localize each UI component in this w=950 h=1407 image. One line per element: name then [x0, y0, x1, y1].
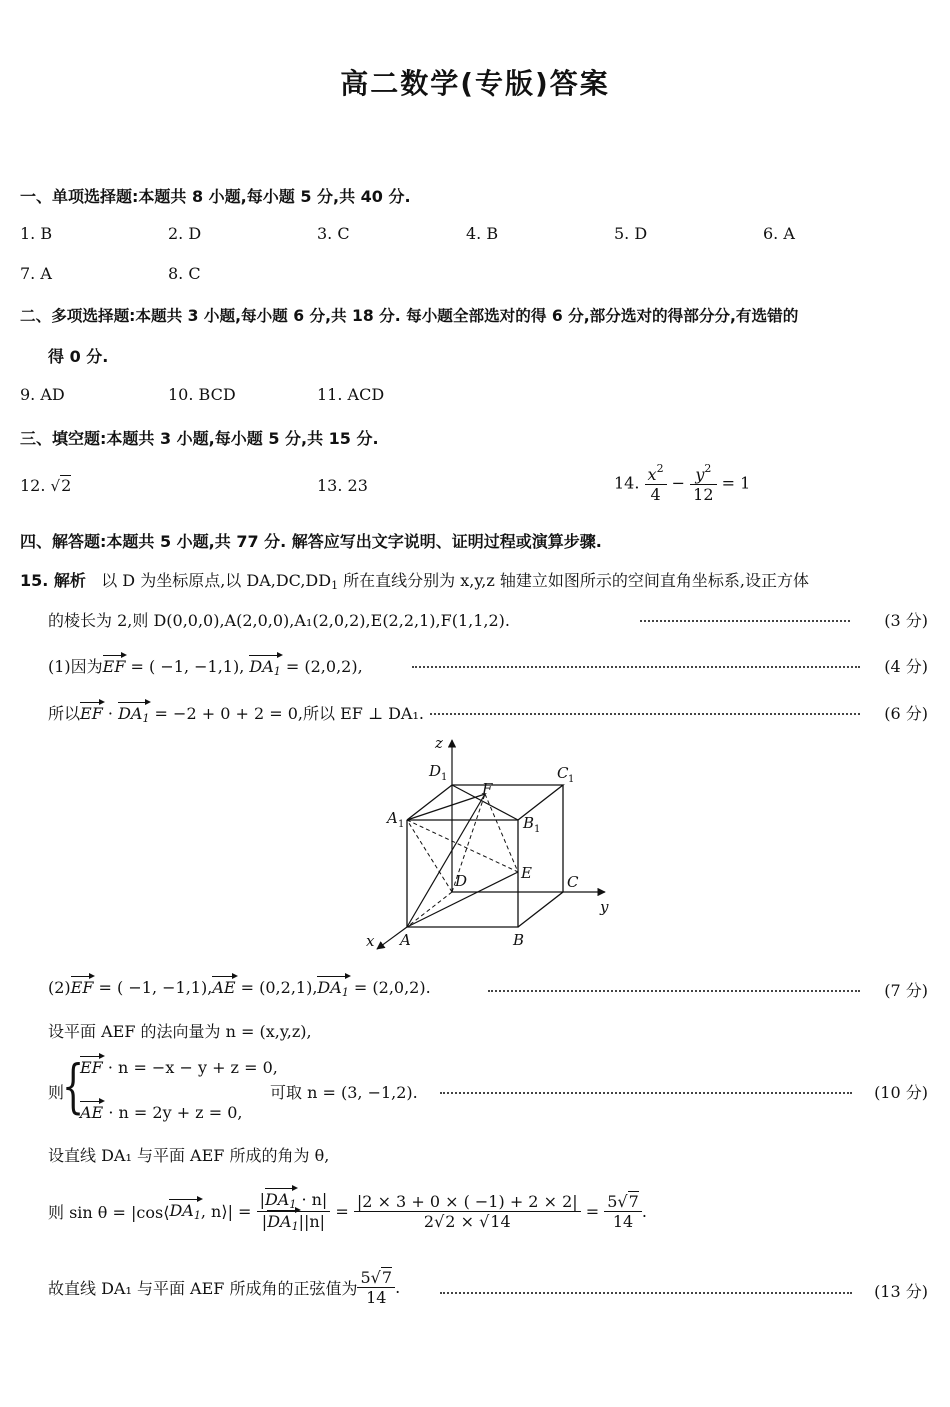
score-6: (6 分): [884, 704, 928, 723]
system-brace: {: [62, 1052, 85, 1120]
answer-9: 9. AD: [20, 385, 65, 404]
cube-figure: [355, 732, 625, 957]
section3-heading: 三、填空题:本题共 3 小题,每小题 5 分,共 15 分.: [20, 429, 379, 448]
answer-1: 1. B: [20, 224, 53, 243]
label-A: A: [400, 931, 411, 949]
label-x: x: [366, 932, 375, 950]
answer-13: 13. 23: [317, 476, 368, 495]
svg-text:1: 1: [441, 772, 448, 783]
q15-sin-formula: 则 $\sin \theta = |\cos⟨DA_1$, n⟩| = $\frac{|DA_1 \cdot n|}{|DA_1||n|}$ = $\frac{|2 \times 3 + 0 \times ( -1) + 2 \times 2|}{2√2 \times √14}$ = $\frac{5√7}{14}$ .: [48, 1190, 647, 1233]
q15-intro: 15. 解析 以 D 为坐标原点,以 $DA,DC,DD_1$ 所在直线分别为 x,y,z 轴建立如图所示的空间直角坐标系,设正方体: [20, 571, 809, 592]
conclusion-value: $\frac{5√7}{14}$: [357, 1268, 395, 1307]
label-C: C: [567, 873, 579, 891]
sin-frac-2: $\frac{|2 \times 3 + 0 \times ( -1) + 2 \times 2|}{2√2 \times √14}$: [354, 1192, 581, 1231]
section1-heading: 一、单项选择题:本题共 8 小题,每小题 5 分,共 40 分.: [20, 187, 411, 206]
sin-result: $\frac{5√7}{14}$: [604, 1192, 642, 1231]
q15-coords: 的棱长为 2,则 D(0,0,0),A(2,0,0),A₁(2,0,2),E(2,2,1),F(1,1,2).: [48, 611, 510, 630]
label-F: F: [482, 780, 493, 798]
score-3: (3 分): [884, 611, 928, 630]
answer-8: 8. C: [168, 264, 201, 283]
score-13: (13 分): [874, 1282, 928, 1301]
label-D: D: [455, 872, 468, 890]
score-10: (10 分): [874, 1083, 928, 1102]
svg-text:1: 1: [568, 774, 575, 785]
label-D1: D: [429, 762, 442, 780]
answer-12-value: 2: [61, 476, 72, 495]
label-C1: C: [557, 764, 569, 782]
right-face: [518, 785, 563, 927]
q15-system-take: 可取 n = (3, −1,2).: [270, 1083, 418, 1102]
q15-conclusion: 故直线 DA₁ 与平面 AEF 所成角的正弦值为 $\frac{5√7}{14}$ .: [48, 1268, 401, 1307]
score-4: (4 分): [884, 657, 928, 676]
answer-14: 14. $\frac{x^2}{4}$ − $\frac{y^2}{12}$ = 1: [614, 462, 751, 504]
edge-DA: [407, 892, 452, 927]
answer-10: 10. BCD: [168, 385, 236, 404]
answer-11: 11. ACD: [317, 385, 385, 404]
label-E: E: [521, 864, 532, 882]
label-z: z: [435, 734, 443, 752]
label-A1: A: [387, 809, 398, 827]
answer-6: 6. A: [763, 224, 795, 243]
q15-normal-def: 设平面 AEF 的法向量为 n = (x,y,z),: [48, 1022, 312, 1041]
answer-4: 4. B: [466, 224, 499, 243]
q15-system-eq1: EF · n = −x − y + z = 0,: [80, 1058, 278, 1077]
label-B: B: [513, 931, 525, 949]
section2-heading-cont: 得 0 分.: [48, 347, 109, 366]
answer-2: 2. D: [168, 224, 202, 243]
q15-part1-line2: 所以EF · $DA_1 = -2 + 0 + 2 = 0$,所以 EF ⊥ DA₁.: [48, 704, 424, 725]
line-A1E: [407, 820, 518, 872]
svg-text:1: 1: [534, 824, 541, 835]
q15-part2-line1: (2)EF = ( −1, $-1,1),AE = (0,2,1),DA_1 = (2,0,2)$.: [48, 978, 431, 999]
score-7: (7 分): [884, 981, 928, 1000]
q15-system-then: 则: [48, 1083, 65, 1102]
q15-system-eq2: AE · n = 2y + z = 0,: [80, 1103, 243, 1122]
svg-text:1: 1: [398, 819, 405, 830]
section4-heading: 四、解答题:本题共 5 小题,共 77 分. 解答应写出文字说明、证明过程或演算步骤.: [20, 532, 602, 551]
q14-frac-y: $\frac{y^2}{12}$: [690, 462, 716, 504]
answer-7: 7. A: [20, 264, 52, 283]
label-B1: B: [523, 814, 535, 832]
q15-angle-def: 设直线 DA₁ 与平面 AEF 所成的角为 θ,: [48, 1146, 330, 1165]
label-y: y: [600, 898, 609, 916]
page-title: 高二数学(专版)答案: [340, 67, 610, 100]
answer-5: 5. D: [614, 224, 648, 243]
answer-12: 12. √2: [20, 476, 72, 495]
sin-frac-1: $\frac{|DA_1 \cdot n|}{|DA_1||n|}$: [257, 1190, 331, 1233]
q14-frac-x: $\frac{x^2}{4}$: [645, 462, 667, 504]
line-A1F: [407, 794, 485, 820]
section2-heading: 二、多项选择题:本题共 3 小题,每小题 6 分,共 18 分. 每小题全部选对的得 6 分,部分选对的得部分分,有选错的: [20, 307, 799, 325]
q15-part1-line1: (1)因为EF = ( −1, −1,1), $DA_1 = (2,0,2)$,: [48, 657, 363, 678]
answer-3: 3. C: [317, 224, 350, 243]
